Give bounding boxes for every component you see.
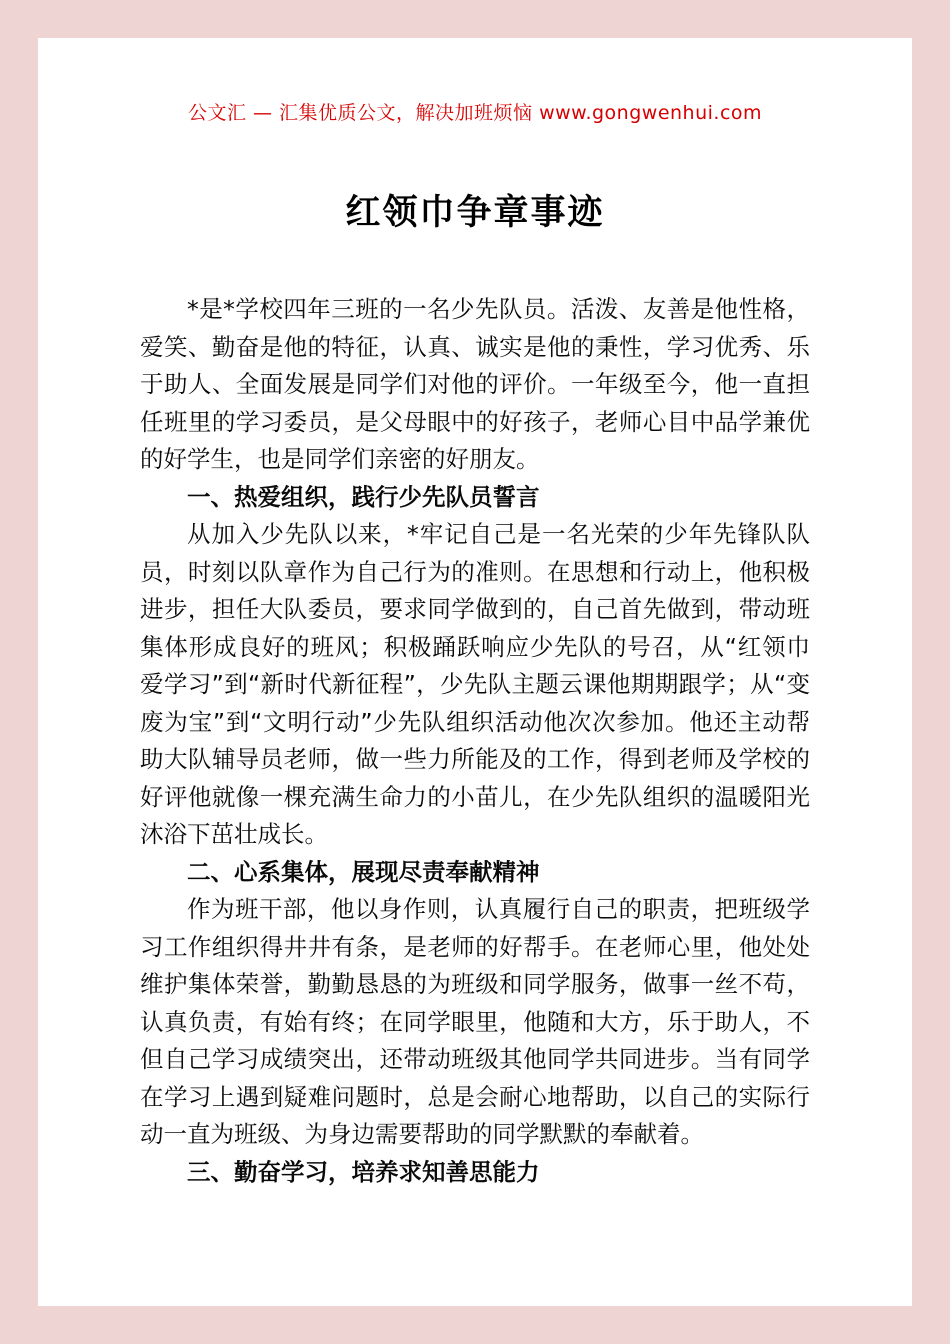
section-heading-1: 一、热爱组织，践行少先队员誓言 (187, 482, 540, 511)
site-watermark-header: 公文汇 — 汇集优质公文，解决加班烦恼 www.gongwenhui.com (187, 102, 763, 124)
paragraph-intro: *是*学校四年三班的一名少先队员。活泼、友善是他性格，爱笑、勤奋是他的特征，认真、诚实是他的秉性，学习优秀、乐于助人、全面发展是同学们对他的评价。一年级至今，他一直担任班里的学习委员，是父母眼中的好孩子，老师心目中品学兼优的好学生，也是同学们亲密的好朋友。 (140, 295, 810, 473)
document-body (140, 291, 810, 1191)
section-heading-3: 三、勤奋学习，培养求知善思能力 (187, 1157, 540, 1186)
document-title: 红领巾争章事迹 (345, 193, 605, 233)
section-heading-2: 二、心系集体，展现尽责奉献精神 (187, 857, 540, 886)
document-page (38, 38, 912, 1306)
paragraph-section-2: 作为班干部，他以身作则，认真履行自己的职责，把班级学习工作组织得井井有条，是老师的好帮手。在老师心里，他处处维护集体荣誉，勤勤恳恳的为班级和同学服务，做事一丝不苟，认真负责，有始有终；在同学眼里，他随和大方，乐于助人，不但自己学习成绩突出，还带动班级其他同学共同进步。当有同学在学习上遇到疑难问题时，总是会耐心地帮助，以自己的实际行动一直为班级、为身边需要帮助的同学默默的奉献着。 (140, 895, 810, 1148)
paragraph-section-1: 从加入少先队以来，*牢记自己是一名光荣的少年先锋队队员，时刻以队章作为自己行为的准则。在思想和行动上，他积极进步，担任大队委员，要求同学做到的，自己首先做到，带动班集体形成良好的班风；积极踊跃响应少先队的号召，从“红领巾爱学习”到“新时代新征程”，少先队主题云课他期期跟学；从“变废为宝”到“文明行动”少先队组织活动他次次参加。他还主动帮助大队辅导员老师，做一些力所能及的工作，得到老师及学校的好评他就像一棵充满生命力的小苗儿，在少先队组织的温暖阳光沐浴下茁壮成长。 (140, 520, 810, 848)
